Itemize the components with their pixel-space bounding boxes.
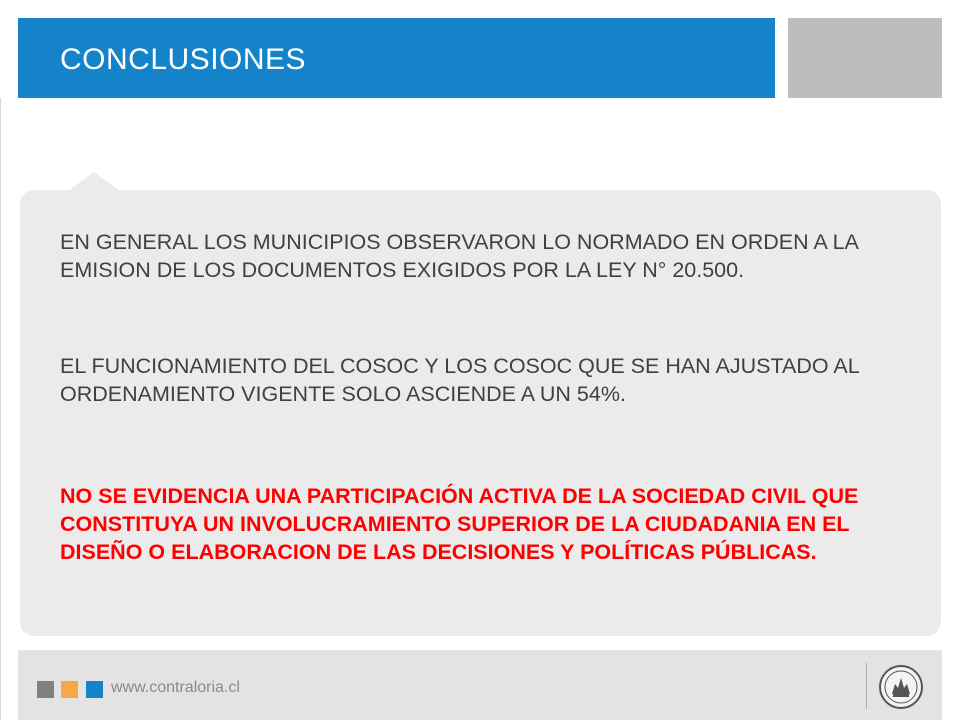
footer-square-orange (61, 681, 78, 698)
header-gray-block (788, 18, 942, 98)
footer-url-link[interactable]: www.contraloria.cl (111, 679, 240, 696)
footer-bar (18, 650, 942, 720)
conclusion-paragraph-3-emphasis: NO SE EVIDENCIA UNA PARTICIPACIÓN ACTIVA DE LA SOCIEDAD CIVIL QUE CONSTITUYA UN INVOLUCRAMIENTO SUPERIOR DE LA CIUDADANIA EN EL DISEÑO O ELABORACION DE LAS DECISIONES Y POLÍTICAS PÚBLICAS. (60, 484, 859, 564)
footer-square-blue (86, 681, 103, 698)
callout-notch (68, 172, 120, 191)
footer-divider (866, 663, 867, 709)
left-divider-line (0, 98, 1, 720)
conclusion-paragraph-1: EN GENERAL LOS MUNICIPIOS OBSERVARON LO NORMADO EN ORDEN A LA EMISION DE LOS DOCUMENTOS EXIGIDOS POR LA LEY N° 20.500. (60, 230, 858, 282)
slide-title: CONCLUSIONES (60, 43, 307, 76)
conclusion-paragraph-2: EL FUNCIONAMIENTO DEL COSOC Y LOS COSOC QUE SE HAN AJUSTADO AL ORDENAMIENTO VIGENTE SOLO ASCIENDE A UN 54%. (60, 354, 859, 406)
contraloria-seal-icon (878, 664, 924, 710)
title-bar (18, 18, 775, 98)
footer-square-gray (37, 681, 54, 698)
